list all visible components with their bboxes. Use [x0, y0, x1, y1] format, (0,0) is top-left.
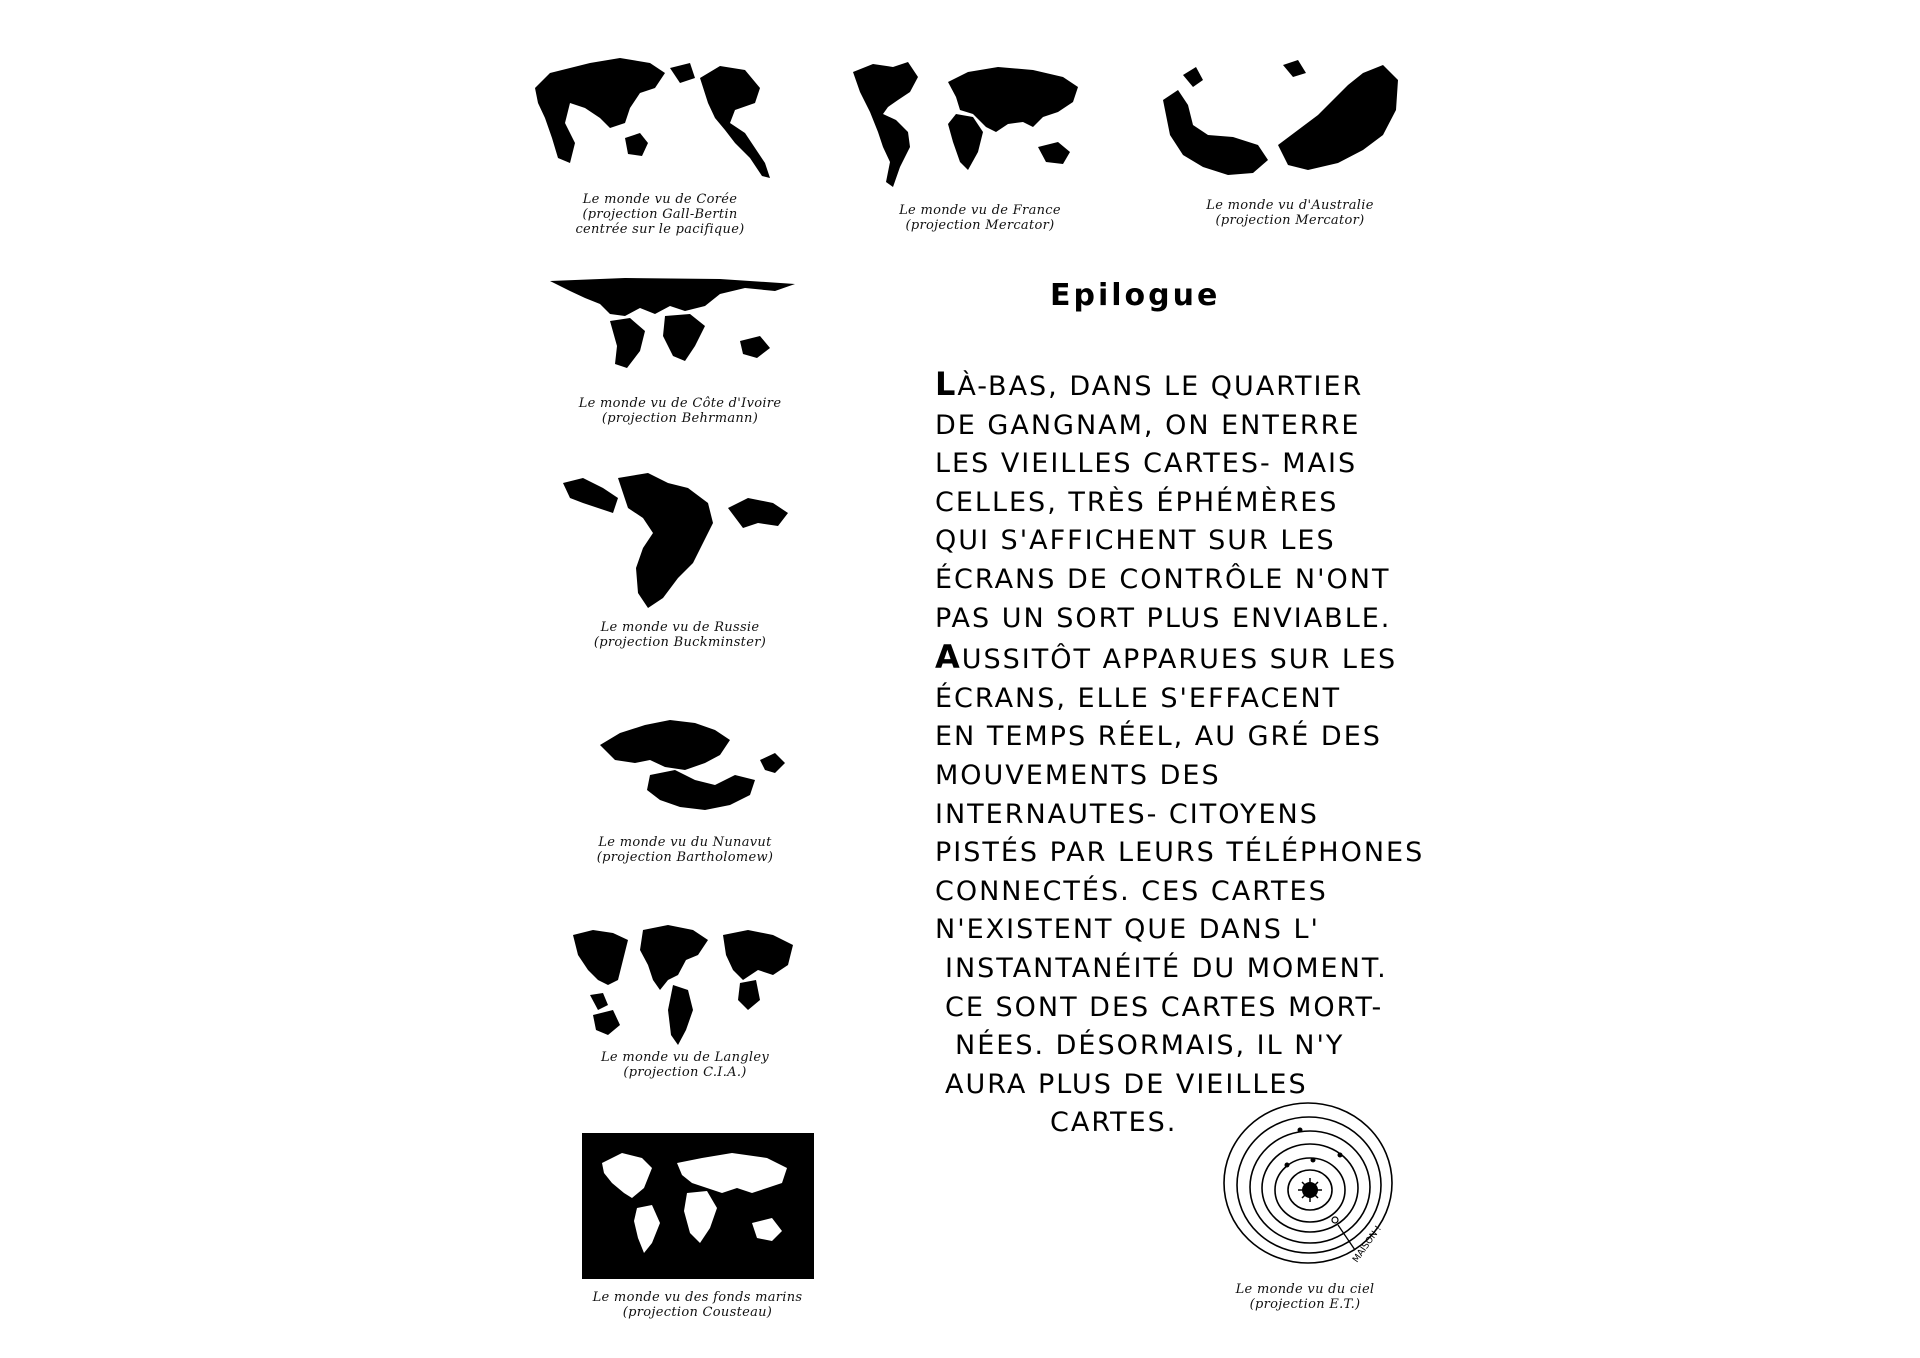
map-cote-ivoire	[545, 276, 800, 376]
text-line: DE GANGNAM, ON ENTERRE	[935, 409, 1361, 441]
caption-russie: Le monde vu de Russie (projection Buckminster)	[593, 620, 767, 650]
text-line: LES VIEILLES CARTES- MAIS	[935, 448, 1358, 480]
map-coree	[530, 48, 800, 183]
maison-annotation: MAISON !	[1351, 1224, 1384, 1265]
caption-australie: Le monde vu d'Australie (projection Mercator)	[1206, 198, 1374, 228]
text-line: CE SONT DES CARTES MORT-	[945, 991, 1384, 1023]
world-map-mercator-icon	[848, 52, 1093, 192]
map-france	[848, 52, 1093, 192]
caption-cote-ivoire: Le monde vu de Côte d'Ivoire (projection Behrmann)	[578, 396, 782, 426]
text-line: NÉES. DÉSORMAIS, IL N'Y	[955, 1030, 1345, 1062]
world-map-inverted-oceans-icon	[582, 1133, 814, 1279]
map-australie	[1158, 55, 1408, 185]
text-line: EN TEMPS RÉEL, AU GRÉ DES	[935, 721, 1382, 753]
map-nunavut	[595, 715, 795, 825]
caption-france: Le monde vu de France (projection Mercator)	[899, 203, 1061, 233]
text-line: INTERNAUTES- CITOYENS	[935, 798, 1319, 830]
dropcap-l: L	[935, 365, 958, 403]
text-line: CELLES, TRÈS ÉPHÉMÈRES	[935, 486, 1339, 518]
text-line: INSTANTANÉITÉ DU MOMENT.	[945, 952, 1388, 984]
dropcap-a: A	[935, 638, 962, 677]
text-line: PAS UN SORT PLUS ENVIABLE.	[935, 602, 1392, 634]
text-line: QUI S'AFFICHENT SUR LES	[935, 525, 1336, 557]
text-line: CONNECTÉS. CES CARTES	[935, 875, 1328, 907]
caption-ciel: Le monde vu du ciel (projection E.T.)	[1235, 1282, 1375, 1312]
world-map-behrmann-icon	[545, 276, 800, 376]
caption-coree: Le monde vu de Corée (projection Gall-Bertin centrée sur le pacifique)	[575, 192, 745, 237]
text-line: AURA PLUS DE VIEILLES	[945, 1068, 1308, 1100]
world-map-upside-down-icon	[1158, 55, 1408, 185]
world-map-pacific-centered-icon	[530, 48, 800, 183]
text-line: AUSSITÔT APPARUES SUR LES	[935, 638, 1398, 677]
page-title: Epilogue	[1050, 278, 1221, 313]
text-line: ÉCRANS, ELLE S'EFFACENT	[935, 682, 1342, 714]
text-line: PISTÉS PAR LEURS TÉLÉPHONES	[935, 837, 1425, 869]
caption-langley: Le monde vu de Langley (projection C.I.A.)	[600, 1050, 769, 1080]
map-fonds-marins	[582, 1133, 814, 1279]
caption-fonds-marins: Le monde vu des fonds marins (projection Cousteau)	[592, 1290, 803, 1320]
text-line: MOUVEMENTS DES	[935, 759, 1221, 791]
world-map-cia-icon	[568, 925, 798, 1055]
text-line: ÉCRANS DE CONTRÔLE N'ONT	[935, 563, 1391, 595]
map-russie	[558, 468, 798, 618]
text-line: LÀ-BAS, DANS LE QUARTIER	[935, 365, 1364, 403]
text-line: N'EXISTENT QUE DANS L'	[935, 914, 1320, 946]
world-map-bartholomew-icon	[595, 715, 795, 825]
text-line: CARTES.	[1050, 1107, 1178, 1139]
world-map-buckminster-icon	[558, 468, 798, 618]
caption-nunavut: Le monde vu du Nunavut (projection Bartholomew)	[596, 835, 774, 865]
map-langley	[568, 925, 798, 1055]
epilogue-text	[935, 365, 1425, 1143]
